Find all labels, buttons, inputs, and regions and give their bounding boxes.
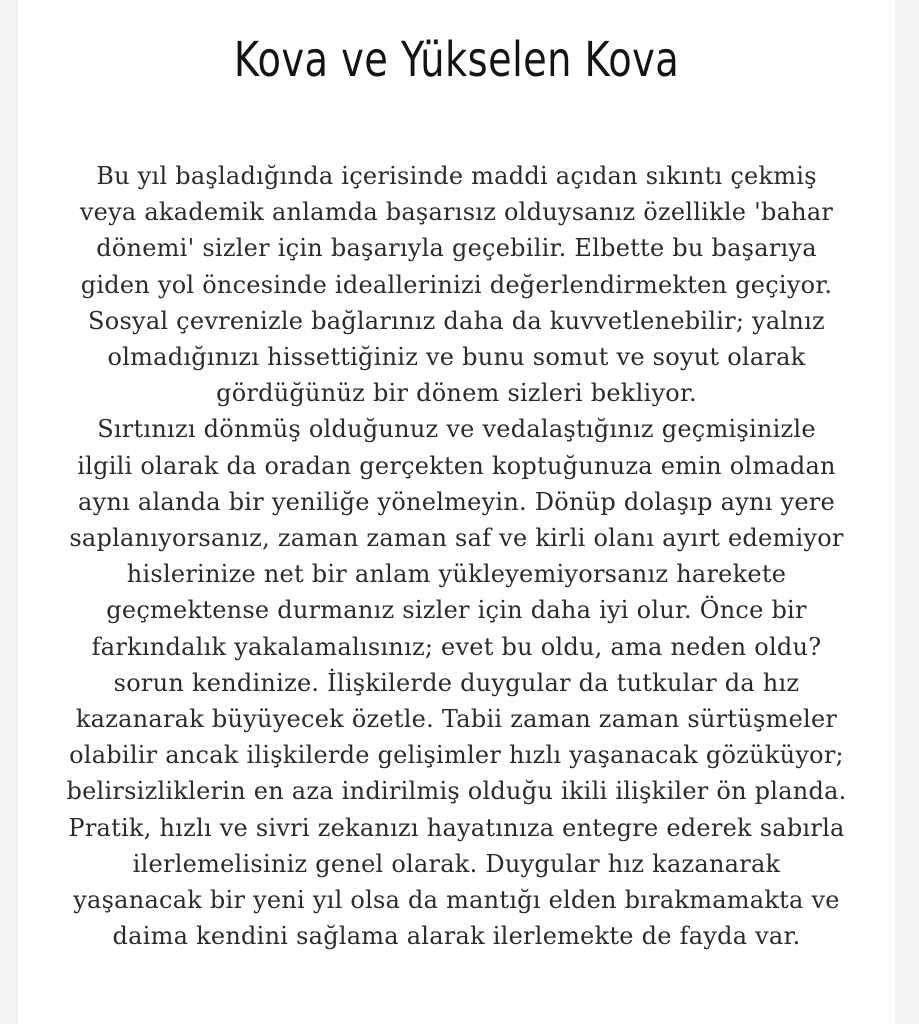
- body-line: dönemi' sizler için başarıyla geçebilir. Elbette bu başarıya: [96, 234, 817, 263]
- body-line: ilgili olarak da oradan gerçekten koptuğunuza emin olmadan: [77, 451, 836, 480]
- article-title: Kova ve Yükselen Kova: [233, 32, 680, 88]
- body-line: olabilir ancak ilişkilerde gelişimler hızlı yaşanacak gözüküyor;: [69, 741, 844, 770]
- body-line: belirsizliklerin en aza indirilmiş olduğu ikili ilişkiler ön planda.: [66, 777, 847, 806]
- body-line: Bu yıl başladığında içerisinde maddi açıdan sıkıntı çekmiş: [96, 162, 817, 190]
- body-line: geçmektense durmanız sizler için daha iyi olur. Önce bir: [106, 596, 807, 625]
- body-line: ilerlemelisiniz genel olarak. Duygular hız kazanarak: [132, 849, 781, 878]
- body-line: giden yol öncesinde ideallerinizi değerlendirmekten geçiyor.: [80, 270, 833, 299]
- body-line: Sırtınızı dönmüş olduğunuz ve vedalaştığınız geçmişinizle: [97, 415, 816, 444]
- article-page: [18, 0, 895, 1024]
- body-line: veya akademik anlamda başarısız olduysanız özellikle 'bahar: [79, 198, 834, 227]
- body-line: gördüğünüz bir dönem sizleri bekliyor.: [216, 379, 697, 408]
- body-line: sorun kendinize. İlişkilerde duygular da tutkular da hız: [113, 668, 800, 697]
- body-line: olmadığınızı hissettiğiniz ve bunu somut ve soyut olarak: [107, 343, 806, 372]
- body-line: yaşanacak bir yeni yıl olsa da mantığı elden bırakmamakta ve: [73, 886, 840, 915]
- article-body: [28, 158, 885, 954]
- body-line: aynı alanda bir yeniliğe yönelmeyin. Dönüp dolaşıp aynı yere: [78, 487, 835, 516]
- body-line: saplanıyorsanız, zaman zaman saf ve kirli olanı ayırt edemiyor: [69, 524, 844, 553]
- body-line: daima kendini sağlama alarak ilerlemekte de fayda var.: [112, 922, 801, 951]
- body-line: Pratik, hızlı ve sivri zekanızı hayatınıza entegre ederek sabırla: [68, 813, 845, 842]
- body-line: hislerinize net bir anlam yükleyemiyorsanız harekete: [126, 560, 787, 589]
- body-line: Sosyal çevrenizle bağlarınız daha da kuvvetlenebilir; yalnız: [88, 306, 825, 335]
- body-line: kazanarak büyüyecek özetle. Tabii zaman zaman sürtüşmeler: [75, 705, 838, 734]
- body-line: farkındalık yakalamalısınız; evet bu oldu, ama neden oldu?: [91, 632, 822, 661]
